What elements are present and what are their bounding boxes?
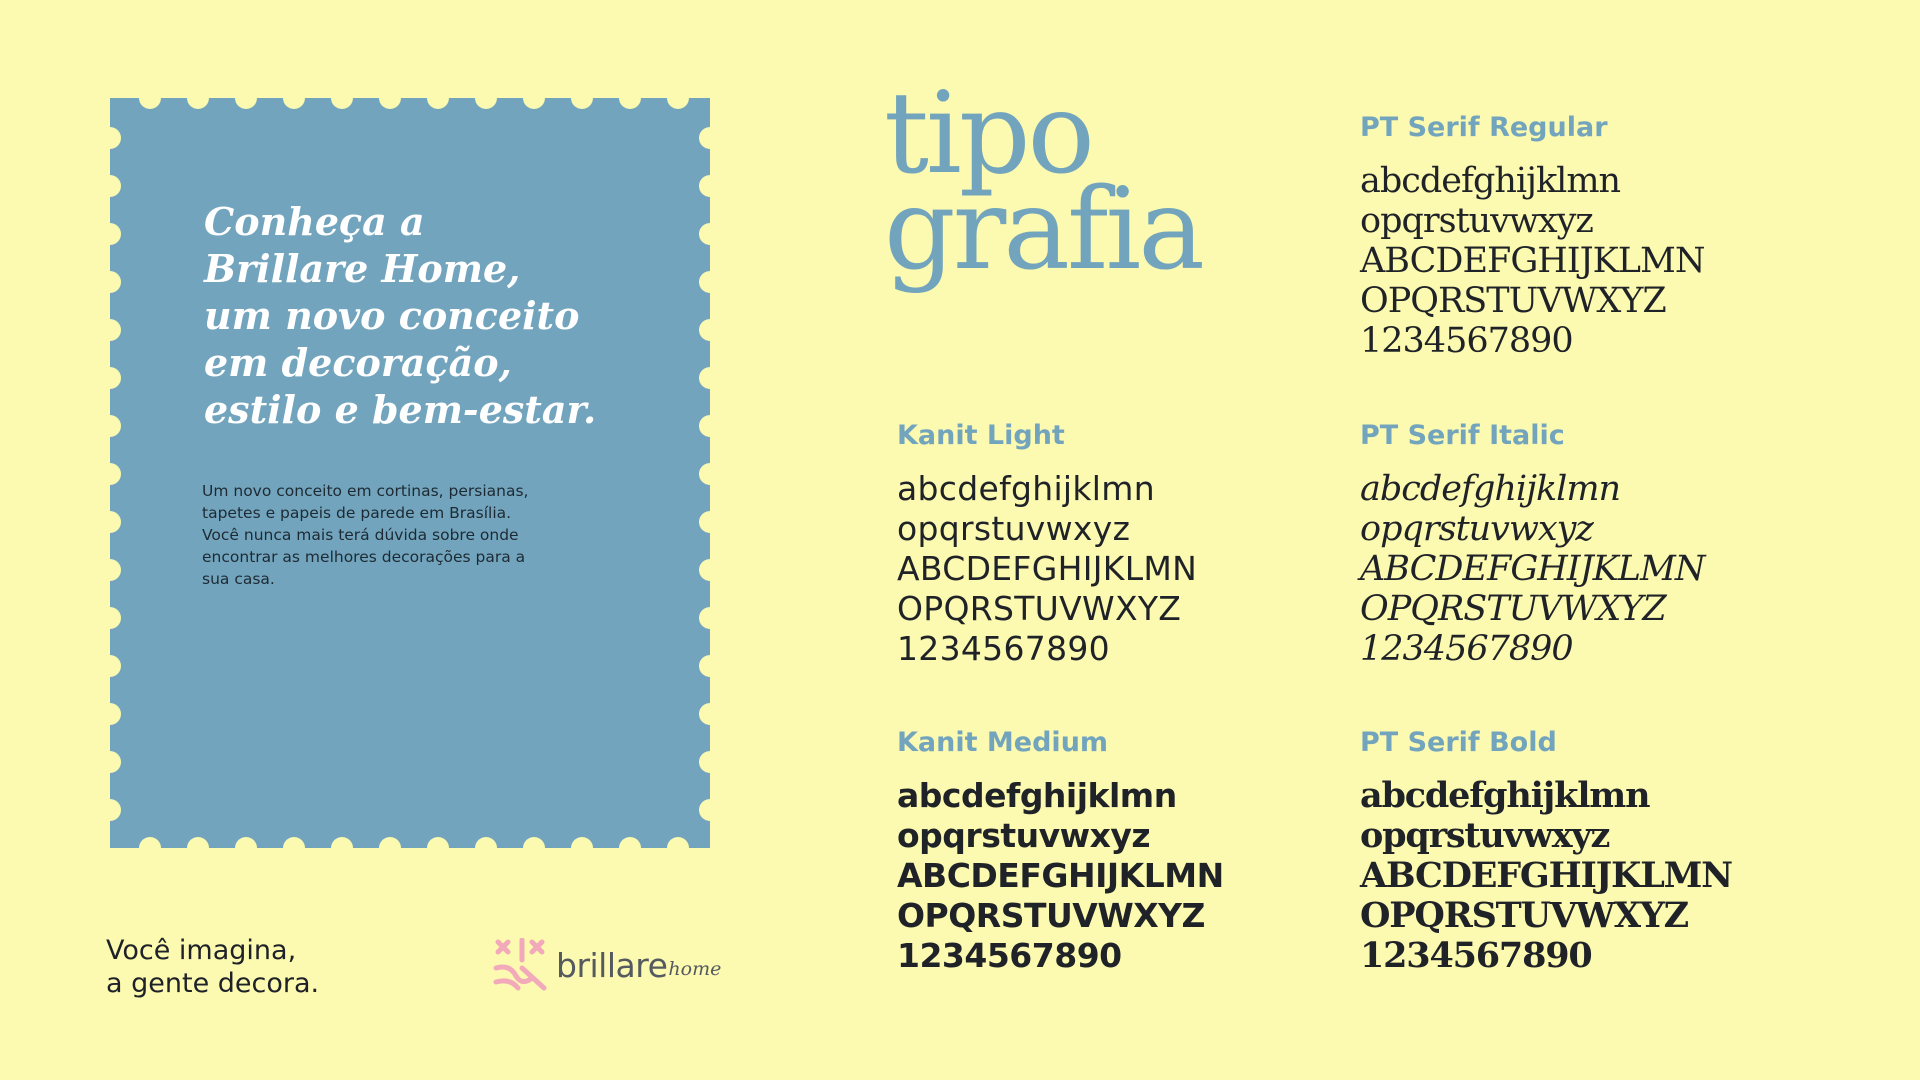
specimen-pt-serif-regular <box>1360 112 1705 361</box>
specimen-uppercase-1: ABCDEFGHIJKLMN <box>1360 549 1705 589</box>
slogan: Você imagina, a gente decora. <box>106 935 320 999</box>
stamp-perforation <box>667 837 689 859</box>
stamp-perforation <box>139 837 161 859</box>
stamp-perforation <box>699 223 721 245</box>
stamp-perforation <box>99 559 121 581</box>
specimen-name: PT Serif Bold <box>1360 727 1557 758</box>
stamp-perforation <box>99 655 121 677</box>
stamp-perforation <box>699 751 721 773</box>
specimen-pt-serif-italic <box>1360 420 1705 669</box>
specimen-numerals: 1234567890 <box>897 936 1122 975</box>
stamp-perforation <box>99 319 121 341</box>
stamp-perforation <box>427 87 449 109</box>
specimen-lowercase-1: abcdefghijklmn <box>897 776 1177 815</box>
stamp-perforation <box>667 87 689 109</box>
stamp-perforation <box>699 511 721 533</box>
stamp-perforation <box>99 799 121 821</box>
stamp-perforation <box>699 559 721 581</box>
stamp-perforation <box>699 463 721 485</box>
stamp-perforation <box>99 271 121 293</box>
specimen-uppercase-2: OPQRSTUVWXYZ <box>1360 895 1688 936</box>
specimen-uppercase-1: ABCDEFGHIJKLMN <box>897 549 1198 588</box>
stamp-perforation <box>99 175 121 197</box>
stamp-perforation <box>99 223 121 245</box>
specimen-numerals: 1234567890 <box>1360 321 1573 361</box>
stamp-perforation <box>331 87 353 109</box>
specimen-uppercase-1: ABCDEFGHIJKLMN <box>1360 241 1705 281</box>
stamp-body-text: Um novo conceito em cortinas, persianas, tapetes e papeis de parede em Brasília. Você nunca mais terá dúvida sobre onde encontrar as melhores decorações para a sua casa. <box>202 482 529 588</box>
specimen-lowercase-2: opqrstuvwxyz <box>897 816 1151 855</box>
specimen-lowercase-2: opqrstuvwxyz <box>897 509 1131 548</box>
stamp-perforation <box>619 837 641 859</box>
specimen-lowercase-2: opqrstuvwxyz <box>1360 201 1593 241</box>
specimen-name: PT Serif Italic <box>1360 420 1565 451</box>
stamp-perforation <box>187 837 209 859</box>
stamp-perforation <box>99 751 121 773</box>
stamp-perforation <box>699 271 721 293</box>
stamp-perforation <box>235 87 257 109</box>
stamp-perforation <box>619 87 641 109</box>
logo-wordmark: brillare <box>556 945 668 985</box>
page-title <box>884 69 1203 295</box>
stamp-perforation <box>699 127 721 149</box>
stamp-perforation <box>699 655 721 677</box>
specimen-lowercase-2: opqrstuvwxyz <box>1360 815 1610 856</box>
specimen-uppercase-2: OPQRSTUVWXYZ <box>897 589 1182 628</box>
stamp-perforation <box>283 87 305 109</box>
specimen-lowercase-2: opqrstuvwxyz <box>1360 509 1593 549</box>
stamp-perforation <box>235 837 257 859</box>
stamp-perforation <box>699 703 721 725</box>
stamp-perforation <box>99 607 121 629</box>
stamp-perforation <box>99 367 121 389</box>
stamp-perforation <box>475 837 497 859</box>
stamp-perforation <box>99 511 121 533</box>
stamp-perforation <box>99 415 121 437</box>
specimen-kanit-medium <box>897 727 1224 976</box>
stamp-card <box>110 98 710 848</box>
specimen-lowercase-1: abcdefghijklmn <box>1360 469 1621 509</box>
stamp-headline: Conheça a Brillare Home, um novo conceito em decoração, estilo e bem-estar. <box>204 199 597 432</box>
stamp-perforation <box>139 87 161 109</box>
stamp-perforation <box>699 607 721 629</box>
stamp-perforation <box>427 837 449 859</box>
stamp-perforation <box>187 87 209 109</box>
specimen-uppercase-2: OPQRSTUVWXYZ <box>1360 281 1666 321</box>
stamp-perforation <box>523 837 545 859</box>
title-line-1: tipo <box>884 69 1092 199</box>
specimen-name: Kanit Light <box>897 420 1065 451</box>
specimen-lowercase-1: abcdefghijklmn <box>897 469 1155 508</box>
stamp-perforation <box>99 463 121 485</box>
title-line-2: grafia <box>884 165 1203 295</box>
stamp-perforation <box>379 837 401 859</box>
specimen-lowercase-1: abcdefghijklmn <box>1360 775 1650 816</box>
logo-subword: home <box>668 958 722 980</box>
specimen-uppercase-1: ABCDEFGHIJKLMN <box>897 856 1224 895</box>
stamp-perforation <box>99 703 121 725</box>
stamp-perforation <box>99 127 121 149</box>
stamp-perforation <box>699 367 721 389</box>
stamp-perforation <box>523 87 545 109</box>
stamp-perforation <box>571 837 593 859</box>
stamp-perforation <box>699 319 721 341</box>
specimen-uppercase-2: OPQRSTUVWXYZ <box>1360 589 1666 629</box>
stamp-perforation <box>699 799 721 821</box>
stamp-perforation <box>571 87 593 109</box>
stamp-perforation <box>283 837 305 859</box>
stamp-perforation <box>699 415 721 437</box>
specimen-name: Kanit Medium <box>897 727 1109 758</box>
brillare-mark-icon <box>492 938 548 992</box>
specimen-uppercase-2: OPQRSTUVWXYZ <box>897 896 1205 935</box>
specimen-lowercase-1: abcdefghijklmn <box>1360 161 1621 201</box>
specimen-numerals: 1234567890 <box>1360 629 1573 669</box>
stamp-perforation <box>475 87 497 109</box>
brand-logo <box>492 938 721 992</box>
stamp-perforation <box>379 87 401 109</box>
specimen-numerals: 1234567890 <box>897 629 1110 668</box>
specimen-pt-serif-bold <box>1360 727 1732 976</box>
specimen-kanit-light <box>897 420 1197 669</box>
specimen-name: PT Serif Regular <box>1360 112 1608 143</box>
specimen-numerals: 1234567890 <box>1360 935 1592 976</box>
specimen-uppercase-1: ABCDEFGHIJKLMN <box>1360 855 1732 896</box>
stamp-perforation <box>699 175 721 197</box>
stamp-perforation <box>331 837 353 859</box>
